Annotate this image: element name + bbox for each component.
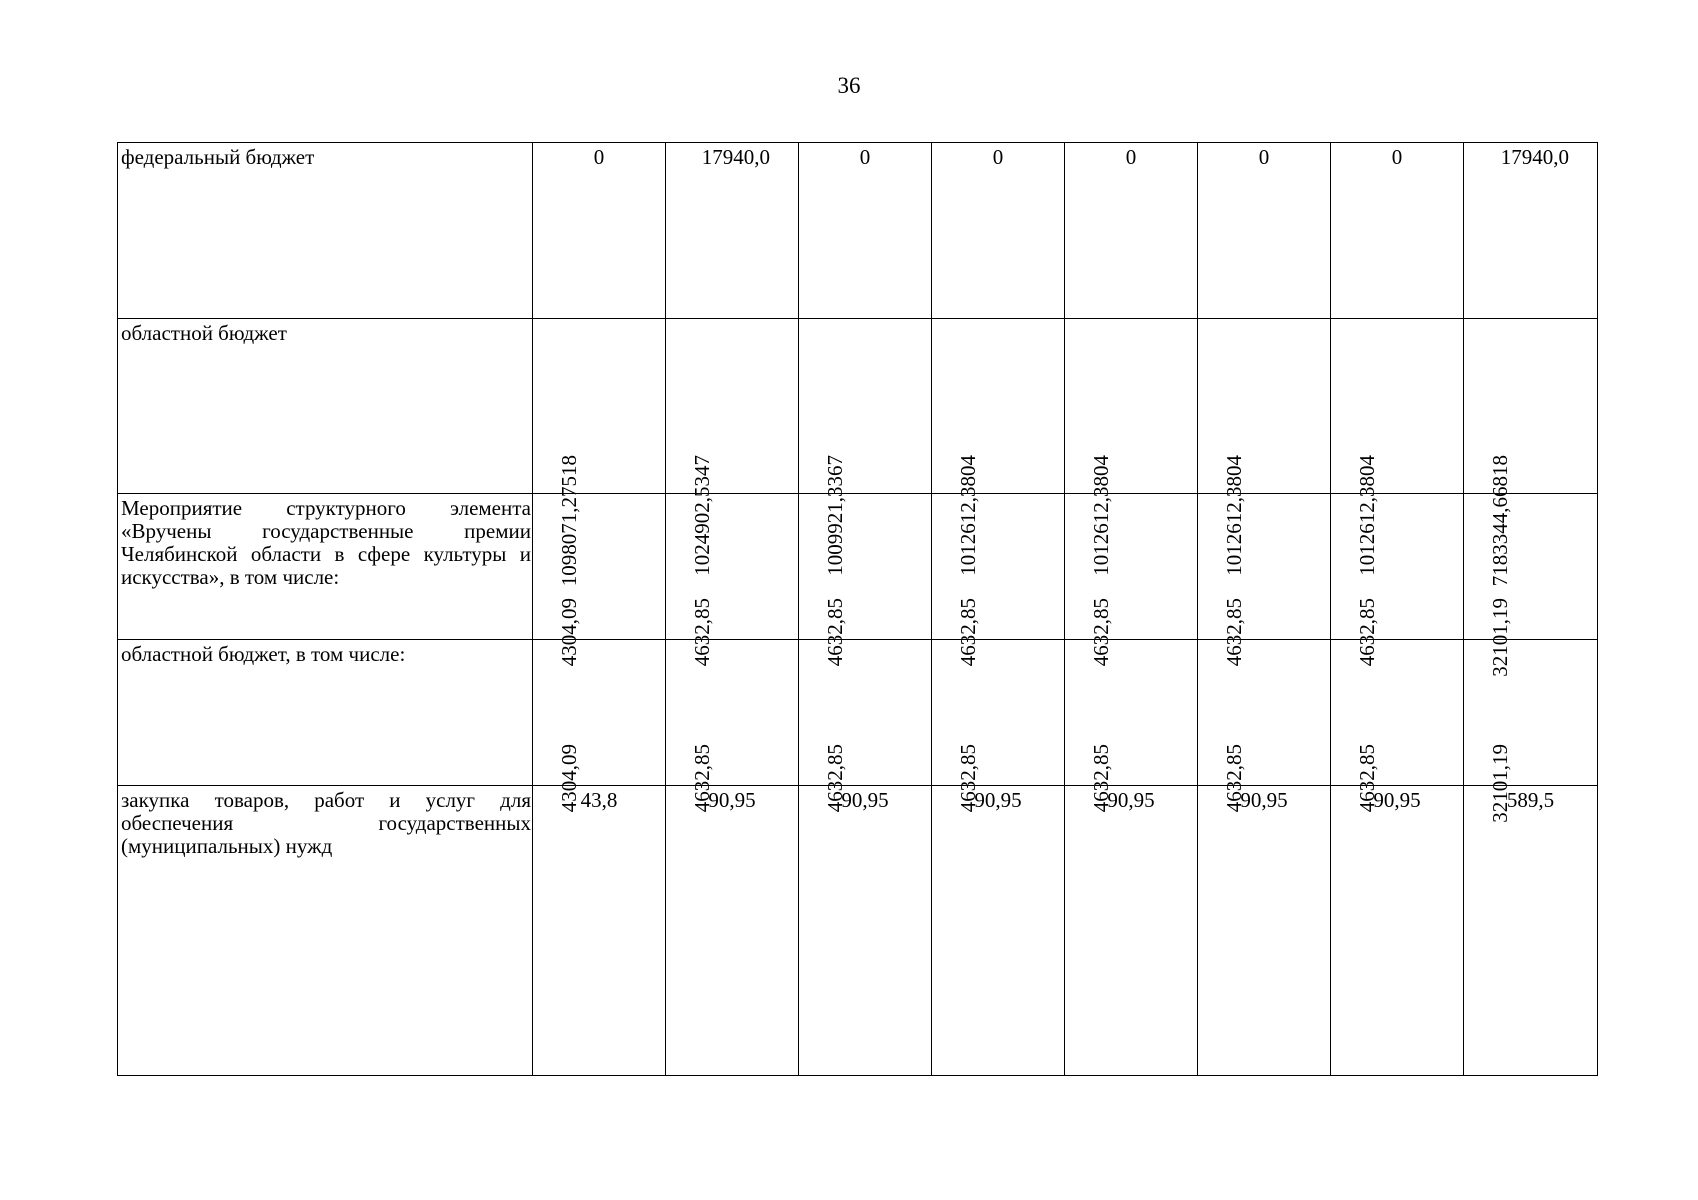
value-cell: 90,95: [1065, 786, 1198, 1076]
value-cell: [1065, 494, 1198, 667]
table-row: [118, 786, 1598, 1076]
rotated-value: 1024902,5347: [690, 455, 714, 576]
rotated-value: 32101,19: [1488, 744, 1512, 823]
value-cell: [1464, 494, 1598, 677]
table-row: [118, 640, 1598, 786]
value-cell: [799, 494, 932, 667]
rotated-value: 4304,09: [557, 744, 581, 813]
table-row: [118, 143, 1598, 319]
rotated-value: 4632,85: [690, 744, 714, 813]
table-row: [118, 494, 1598, 640]
value-cell: [666, 319, 799, 576]
value-cell: [1331, 319, 1464, 576]
page-number: 36: [837, 73, 861, 98]
row-label: областной бюджет: [118, 319, 533, 494]
rotated-value: 4632,85: [1089, 744, 1113, 813]
row-label: Мероприятие структурного элемента «Вручены государственные премии Челябинской области в сфере культуры и искусства», в том числе:: [118, 494, 533, 640]
rotated-value: 4632,85: [1355, 744, 1379, 813]
rotated-value: 7183344,66818: [1488, 455, 1512, 587]
value-cell: [1198, 494, 1331, 667]
value-cell: 0: [533, 143, 666, 319]
value-cell: [932, 494, 1065, 667]
rotated-value: 32101,19: [1488, 598, 1512, 677]
value-cell: [1464, 319, 1598, 587]
value-cell: 17940,0: [666, 143, 799, 319]
value-cell: [1331, 494, 1464, 667]
rotated-value: 4632,85: [690, 598, 714, 667]
value-cell: 0: [1198, 143, 1331, 319]
rotated-value: 1009921,3367: [823, 455, 847, 576]
rotated-value: 4632,85: [1222, 744, 1246, 813]
rotated-value: 1012612,3804: [1222, 455, 1246, 576]
rotated-value: 1012612,3804: [1089, 455, 1113, 576]
value-cell: 0: [1331, 143, 1464, 319]
value-cell: 90,95: [932, 786, 1065, 1076]
row-label: областной бюджет, в том числе:: [118, 640, 533, 786]
rotated-value: 4632,85: [1089, 598, 1113, 667]
value-cell: 90,95: [1331, 786, 1464, 1076]
row-label: федеральный бюджет: [118, 143, 533, 319]
rotated-value: 4632,85: [1222, 598, 1246, 667]
value-cell: 0: [1065, 143, 1198, 319]
value-cell: [799, 319, 932, 576]
rotated-value: 4632,85: [823, 744, 847, 813]
rotated-value: 4632,85: [956, 744, 980, 813]
value-cell: [666, 494, 799, 667]
rotated-value: 1012612,3804: [1355, 455, 1379, 576]
rotated-value: 4632,85: [956, 598, 980, 667]
rotated-value: 1098071,27518: [557, 455, 581, 587]
value-cell: 17940,0: [1464, 143, 1598, 319]
value-cell: 90,95: [799, 786, 932, 1076]
value-cell: 0: [799, 143, 932, 319]
value-cell: 90,95: [666, 786, 799, 1076]
value-cell: 90,95: [1198, 786, 1331, 1076]
table-row: [118, 319, 1598, 494]
rotated-value: 1012612,3804: [956, 455, 980, 576]
value-cell: 43,8: [533, 786, 666, 1076]
row-label: закупка товаров, работ и услуг для обеспечения государственных (муниципальных) нужд: [118, 786, 533, 1076]
budget-table: [117, 142, 1598, 1076]
rotated-value: 4632,85: [823, 598, 847, 667]
value-cell: [1065, 319, 1198, 576]
value-cell: [533, 494, 666, 667]
value-cell: 0: [932, 143, 1065, 319]
value-cell: [533, 319, 666, 587]
value-cell: [1198, 319, 1331, 576]
rotated-value: 4632,85: [1355, 598, 1379, 667]
rotated-value: 4304,09: [557, 598, 581, 667]
value-cell: [932, 319, 1065, 576]
value-cell: 589,5: [1464, 786, 1598, 1076]
